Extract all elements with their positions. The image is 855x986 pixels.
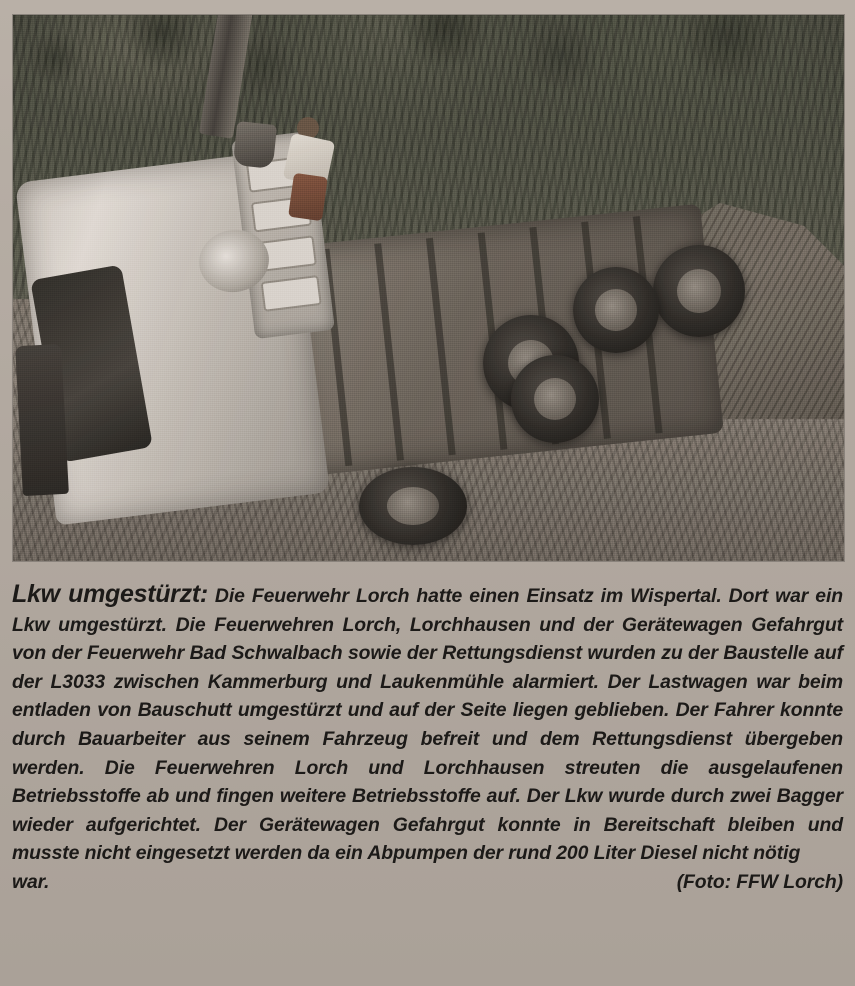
caption-last-word: war.: [12, 870, 50, 893]
treeline: [13, 15, 844, 158]
caption-lead: Lkw umgestürzt:: [12, 580, 208, 608]
photo-caption: [12, 580, 843, 897]
excavator-bucket: [233, 121, 277, 169]
truck-wheel: [573, 267, 659, 353]
photo-scene: [13, 15, 844, 561]
caption-last-line: [12, 868, 843, 897]
truck-wheel: [653, 245, 745, 337]
photo-credit: (Foto: FFW Lorch): [676, 870, 843, 893]
worker-on-cab: [279, 115, 335, 219]
truck-wheel: [359, 467, 467, 545]
article-photo: [12, 14, 845, 562]
truck-wheel: [511, 355, 599, 443]
bystander: [15, 344, 69, 496]
caption-body: Die Feuerwehr Lorch hatte einen Einsatz im Wispertal. Dort war ein Lkw umgestürzt. Die Feuerwehren Lorch, Lorchhausen und der Gerätewagen Gefahrgut von der Feuerwehr Bad Schwalbach sowie der Rettungsdienst wurden zu der Baustelle auf der L3033 zwischen Kammerburg und Laukenmühle alarmiert. Der Lastwagen war beim entladen von Bauschutt umgestürzt und auf der Seite liegen geblieben. Der Fahrer konnte durch Bauarbeiter aus seinem Fahrzeug befreit und dem Rettungsdienst übergeben werden. Die Feuerwehren Lorch und Lorchhausen streuten die ausgelaufenen Betriebsstoffe ab und fingen weitere Betriebsstoffe auf. Der Lkw wurde durch zwei Bagger wieder aufgerichtet. Der Gerätewagen Gefahrgut konnte in Bereitschaft bleiben und musste nicht eingesetzt werden da ein Abpumpen der rund 200 Liter Diesel nicht nötig: [12, 585, 844, 865]
